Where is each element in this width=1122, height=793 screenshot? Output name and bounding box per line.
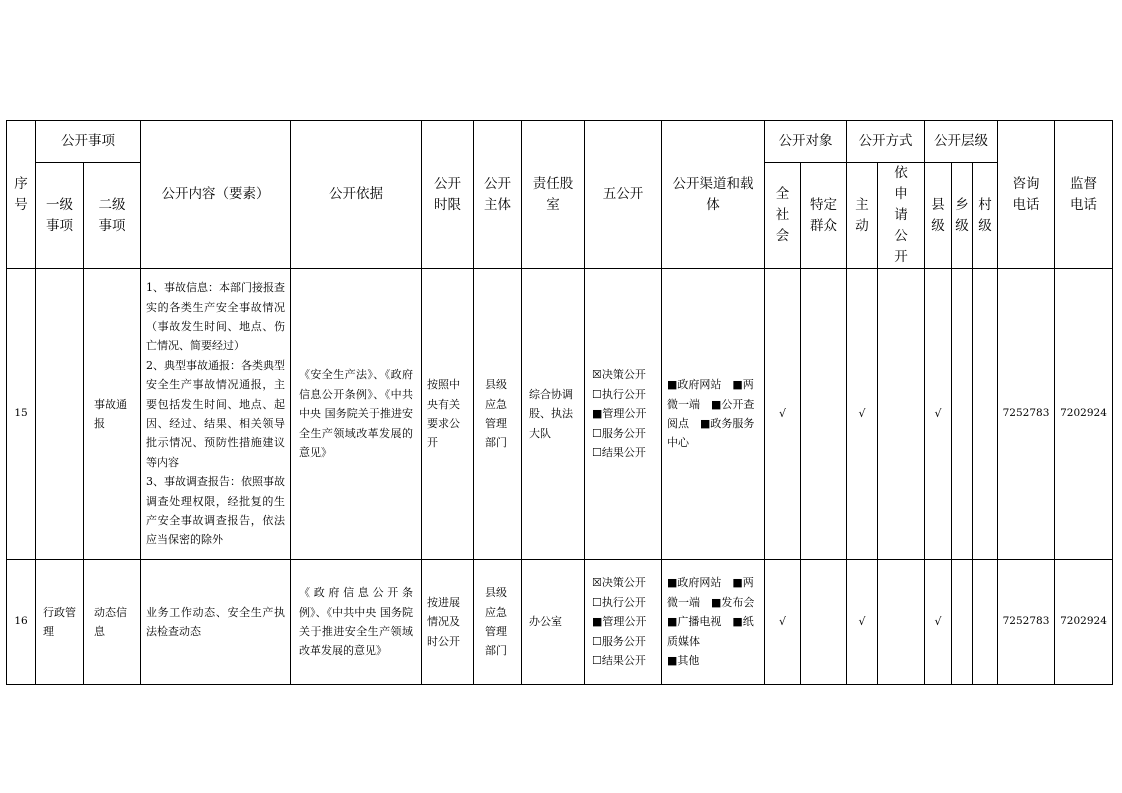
row-method-apply bbox=[878, 560, 925, 685]
header-level-town: 乡级 bbox=[952, 163, 973, 269]
header-level-county: 县级 bbox=[925, 163, 952, 269]
row-level-town bbox=[952, 560, 973, 685]
row-consult-phone: 7252783 bbox=[998, 269, 1055, 560]
channel-line: ■政府网站 ■两微一端 ■公开查阅点 ■政务服务中心 bbox=[667, 378, 755, 450]
header-consult-phone: 咨询电话 bbox=[998, 121, 1055, 269]
row-channel bbox=[662, 269, 765, 560]
row-responsible: 办公室 bbox=[522, 560, 585, 685]
row-audience-specific bbox=[801, 269, 847, 560]
table-body bbox=[7, 269, 1113, 685]
channel-line: ■其他 bbox=[667, 654, 700, 668]
header-level2: 二级事项 bbox=[84, 163, 141, 269]
five-public-item: ☒决策公开 bbox=[592, 368, 646, 382]
row-basis: 《安全生产法》、《政府信息公开条例》、《中共中央 国务院关于推进安全生产领域改革发展的意见》 bbox=[291, 269, 422, 560]
channel-line: ■广播电视 ■纸质媒体 bbox=[667, 615, 754, 648]
row-audience-all: √ bbox=[765, 560, 801, 685]
public-items-table bbox=[6, 120, 1113, 685]
row-content bbox=[141, 560, 291, 685]
content-line: 业务工作动态、安全生产执法检查动态 bbox=[146, 605, 285, 638]
header-audience: 公开对象 bbox=[765, 121, 847, 163]
five-public-item: ☐执行公开 bbox=[592, 387, 646, 401]
channel-line: ■政府网站 ■两微一端 ■发布会 bbox=[667, 576, 755, 609]
content-line: 2、典型事故通报：各类典型安全生产事故情况通报，主要包括发生时间、地点、起因、经过、结果、相关领导批示情况、预防性措施建议等内容 bbox=[146, 358, 285, 469]
header-five-public: 五公开 bbox=[585, 121, 662, 269]
header-method: 公开方式 bbox=[847, 121, 925, 163]
header-audience-specific: 特定群众 bbox=[801, 163, 847, 269]
header-audience-all: 全社会 bbox=[765, 163, 801, 269]
row-method-active: √ bbox=[847, 560, 878, 685]
row-level-village bbox=[973, 269, 998, 560]
header-time-limit: 公开时限 bbox=[422, 121, 474, 269]
header-method-active: 主动 bbox=[847, 163, 878, 269]
five-public-item: ■管理公开 bbox=[592, 615, 647, 629]
row-supervise-phone: 7202924 bbox=[1055, 560, 1113, 685]
row-seq: 16 bbox=[7, 560, 36, 685]
row-time-limit: 按进展情况及时公开 bbox=[422, 560, 474, 685]
header-channel: 公开渠道和载体 bbox=[662, 121, 765, 269]
row-subject: 县级应急管理部门 bbox=[474, 269, 522, 560]
row-basis: 《政府信息公开条例》、《中共中央 国务院关于推进安全生产领域改革发展的意见》 bbox=[291, 560, 422, 685]
row-time-limit: 按照中央有关要求公开 bbox=[422, 269, 474, 560]
row-five-public bbox=[585, 560, 662, 685]
row-channel bbox=[662, 560, 765, 685]
row-method-active: √ bbox=[847, 269, 878, 560]
row-level-county: √ bbox=[925, 269, 952, 560]
five-public-item: ☒决策公开 bbox=[592, 576, 646, 590]
five-public-item: ■管理公开 bbox=[592, 407, 647, 421]
table-row bbox=[7, 560, 1113, 685]
row-subject: 县级应急管理部门 bbox=[474, 560, 522, 685]
header-seq: 序号 bbox=[7, 121, 36, 269]
row-level1 bbox=[36, 269, 84, 560]
row-consult-phone: 7252783 bbox=[998, 560, 1055, 685]
row-level-county: √ bbox=[925, 560, 952, 685]
row-content bbox=[141, 269, 291, 560]
five-public-item: ☐结果公开 bbox=[592, 654, 646, 668]
row-audience-all: √ bbox=[765, 269, 801, 560]
header-method-apply: 依申请公开 bbox=[878, 163, 925, 269]
header-level1: 一级事项 bbox=[36, 163, 84, 269]
five-public-item: ☐结果公开 bbox=[592, 446, 646, 460]
row-five-public bbox=[585, 269, 662, 560]
five-public-item: ☐服务公开 bbox=[592, 634, 646, 648]
row-level-village bbox=[973, 560, 998, 685]
header-level-village: 村级 bbox=[973, 163, 998, 269]
table-header bbox=[7, 121, 1113, 269]
five-public-item: ☐服务公开 bbox=[592, 426, 646, 440]
row-level2: 事故通报 bbox=[84, 269, 141, 560]
header-supervise-phone: 监督电话 bbox=[1055, 121, 1113, 269]
row-level-town bbox=[952, 269, 973, 560]
row-seq: 15 bbox=[7, 269, 36, 560]
header-basis: 公开依据 bbox=[291, 121, 422, 269]
row-level2: 动态信息 bbox=[84, 560, 141, 685]
row-supervise-phone: 7202924 bbox=[1055, 269, 1113, 560]
row-audience-specific bbox=[801, 560, 847, 685]
header-responsible: 责任股室 bbox=[522, 121, 585, 269]
content-line: 1、事故信息：本部门接报查实的各类生产安全事故情况（事故发生时间、地点、伤亡情况、简要经过） bbox=[146, 281, 285, 353]
table-row bbox=[7, 269, 1113, 560]
row-method-apply bbox=[878, 269, 925, 560]
header-level: 公开层级 bbox=[925, 121, 998, 163]
content-line: 3、事故调查报告：依照事故调查处理权限，经批复的生产安全事故调查报告，依法应当保密的除外 bbox=[146, 475, 285, 547]
header-content: 公开内容（要素） bbox=[141, 121, 291, 269]
row-responsible: 综合协调股、执法大队 bbox=[522, 269, 585, 560]
five-public-item: ☐执行公开 bbox=[592, 595, 646, 609]
header-public-items: 公开事项 bbox=[36, 121, 141, 163]
row-level1: 行政管理 bbox=[36, 560, 84, 685]
header-subject: 公开主体 bbox=[474, 121, 522, 269]
